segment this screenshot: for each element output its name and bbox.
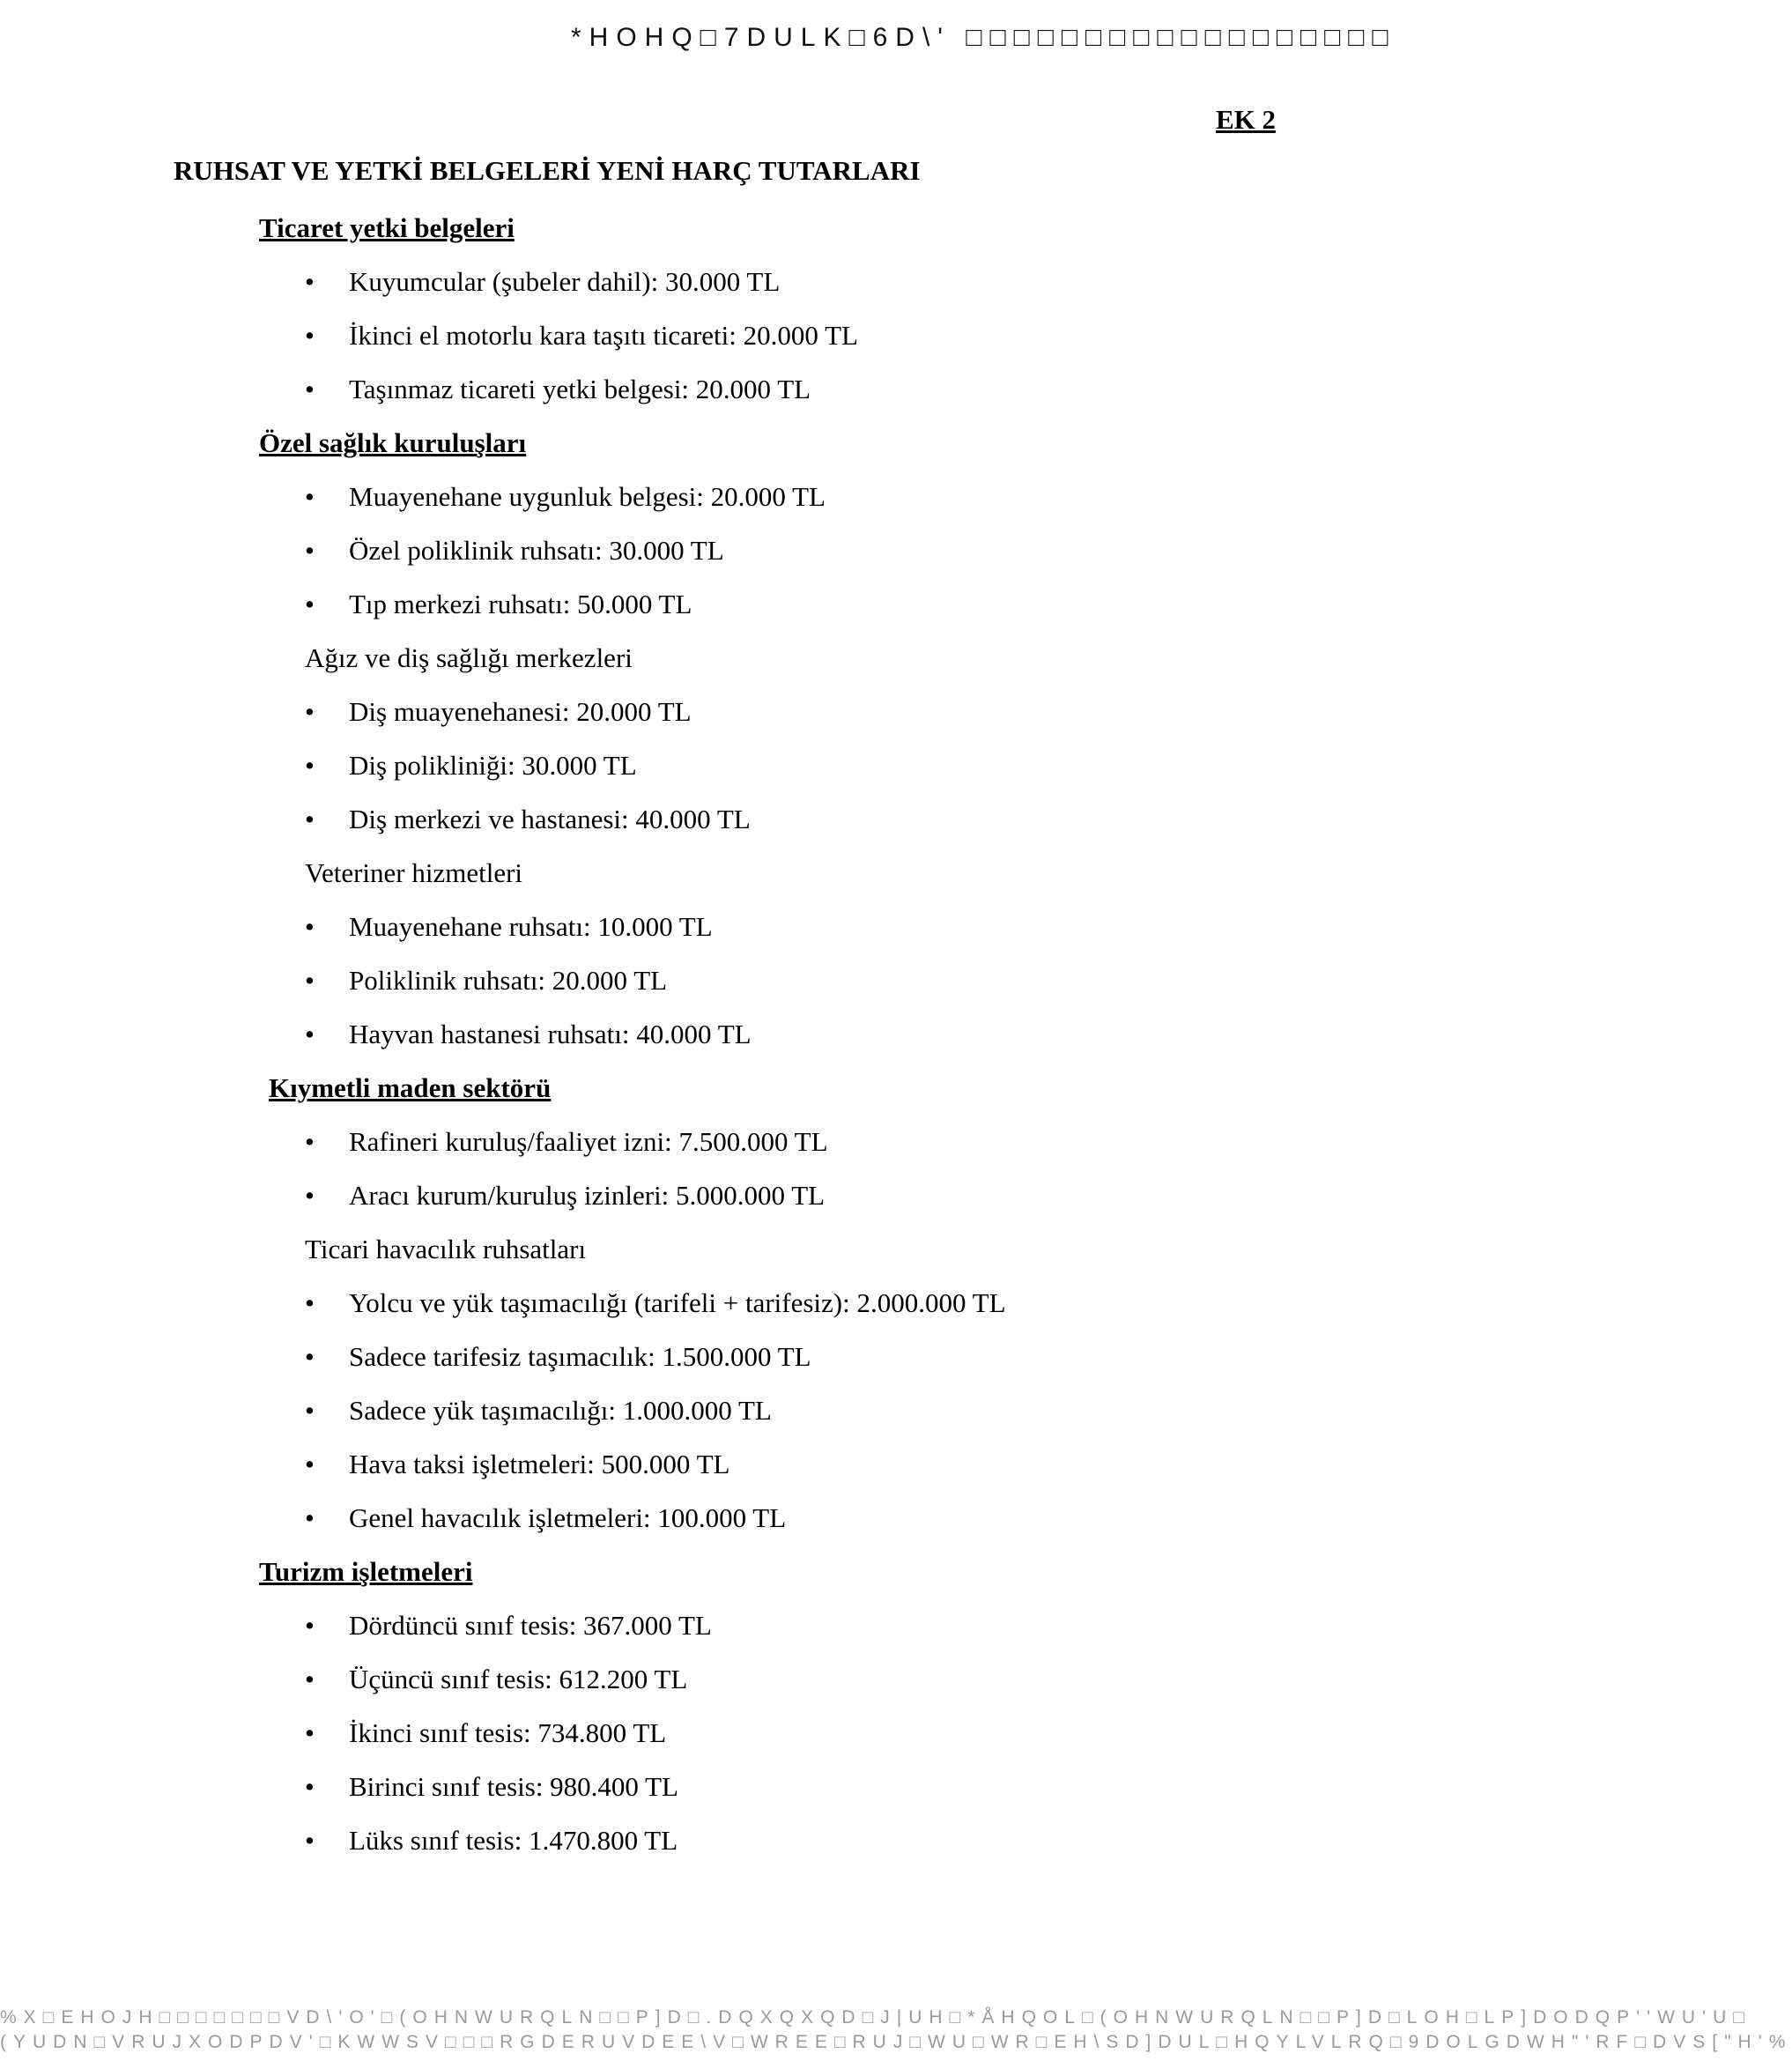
bullet-icon: • [305, 1664, 315, 1694]
bullet-icon: • [305, 750, 315, 781]
bullet-icon: • [305, 1341, 315, 1372]
list-item [0, 1390, 1457, 1444]
section-heading: Kıymetli maden sektörü [269, 1072, 552, 1103]
list-item-text: Lüks sınıf tesis: 1.470.800 TL [349, 1825, 678, 1856]
bullet-icon: • [305, 374, 315, 404]
section-heading: Ticaret yetki belgeleri [259, 212, 515, 243]
list-item-text: Poliklinik ruhsatı: 20.000 TL [349, 965, 668, 996]
subgroup-label: Ticari havacılık ruhsatları [305, 1234, 587, 1264]
bullet-icon: • [305, 1502, 315, 1533]
list-item-text: Üçüncü sınıf tesis: 612.200 TL [349, 1664, 688, 1694]
list-item-text: Dördüncü sınıf tesis: 367.000 TL [349, 1610, 712, 1641]
list-item-text: Diş merkezi ve hastanesi: 40.000 TL [349, 804, 751, 834]
list-item [0, 1175, 1457, 1229]
list-item [0, 315, 1457, 369]
list-item-text: Hayvan hastanesi ruhsatı: 40.000 TL [349, 1019, 752, 1049]
bullet-icon: • [305, 1180, 315, 1211]
list-item-text: Kuyumcular (şubeler dahil): 30.000 TL [349, 266, 781, 297]
list-item-text: Hava taksi işletmeleri: 500.000 TL [349, 1449, 730, 1479]
section-heading: Turizm işletmeleri [259, 1556, 473, 1587]
bullet-icon: • [305, 535, 315, 566]
list-item [0, 692, 1457, 745]
bullet-icon: • [305, 1610, 315, 1641]
list-item-text: İkinci sınıf tesis: 734.800 TL [349, 1717, 667, 1748]
bullet-icon: • [305, 911, 315, 942]
list-item [0, 1283, 1457, 1337]
list-item-text: Sadece tarifesiz taşımacılık: 1.500.000 TL [349, 1341, 811, 1372]
list-item [0, 477, 1457, 530]
list-item-text: Diş polikliniği: 30.000 TL [349, 750, 637, 781]
bullet-icon: • [305, 1771, 315, 1802]
bullet-icon: • [305, 1825, 315, 1856]
list-item [0, 584, 1457, 638]
bullet-icon: • [305, 1717, 315, 1748]
bullet-icon: • [305, 1449, 315, 1479]
fee-list [0, 208, 1457, 1874]
list-item-text: Rafineri kuruluş/faaliyet izni: 7.500.000 TL [349, 1126, 828, 1157]
list-item [0, 1713, 1457, 1767]
list-item [0, 1605, 1457, 1659]
list-item-text: Özel poliklinik ruhsatı: 30.000 TL [349, 535, 724, 566]
list-item [0, 1767, 1457, 1820]
annex-label: EK 2 [1216, 104, 1277, 135]
footer-line-1: %X□EHOJH□□□□□□□VD\'O'□(OHNWURQLN□□P]D□.DQXQXQD□J|UH□*ÅHQOL□(OHNWURQLN□□P]D□LOH□LP]DODQP''WU'U□ [0, 2007, 1751, 2028]
bullet-icon: • [305, 589, 315, 619]
subgroup-label: Veteriner hizmetleri [305, 857, 523, 888]
document-title: RUHSAT VE YETKİ BELGELERİ YENİ HARÇ TUTARLARI [174, 155, 921, 186]
list-item [0, 262, 1457, 315]
list-item-text: İkinci el motorlu kara taşıtı ticareti: 20.000 TL [349, 320, 858, 351]
bullet-icon: • [305, 1287, 315, 1318]
list-item-text: Muayenehane ruhsatı: 10.000 TL [349, 911, 713, 942]
list-item-text: Taşınmaz ticareti yetki belgesi: 20.000 TL [349, 374, 811, 404]
list-item [0, 1659, 1457, 1713]
list-item [0, 1337, 1457, 1390]
list-item [0, 1444, 1457, 1498]
bullet-icon: • [305, 266, 315, 297]
bullet-icon: • [305, 1126, 315, 1157]
bullet-icon: • [305, 320, 315, 351]
list-item [0, 1014, 1457, 1068]
list-item [0, 1122, 1457, 1175]
list-item-text: Sadece yük taşımacılığı: 1.000.000 TL [349, 1395, 772, 1426]
subgroup-label: Ağız ve diş sağlığı merkezleri [305, 642, 633, 673]
list-item-text: Muayenehane uygunluk belgesi: 20.000 TL [349, 481, 826, 512]
list-item-text: Genel havacılık işletmeleri: 100.000 TL [349, 1502, 787, 1533]
bullet-icon: • [305, 481, 315, 512]
list-item [0, 960, 1457, 1014]
list-item-text: Aracı kurum/kuruluş izinleri: 5.000.000 TL [349, 1180, 826, 1211]
bullet-icon: • [305, 1395, 315, 1426]
bullet-icon: • [305, 1019, 315, 1049]
list-item [0, 1498, 1457, 1552]
footer-line-2: (YUDN□VRUJXODPDV'□KWWSV□□□RGDERUVDEE\V□WREE□RUJ□WU□WR□EH\SD]DUL□HQYLVLRQ□9DOLGDWH"'RF□DVS["H'% [0, 2032, 1792, 2052]
list-item [0, 799, 1457, 853]
list-item [0, 369, 1457, 423]
e-signature-footer [0, 2005, 1792, 2055]
bullet-icon: • [305, 965, 315, 996]
list-item [0, 530, 1457, 584]
list-item-text: Diş muayenehanesi: 20.000 TL [349, 696, 692, 727]
bullet-icon: • [305, 696, 315, 727]
list-item [0, 1820, 1457, 1874]
list-item-text: Birinci sınıf tesis: 980.400 TL [349, 1771, 678, 1802]
list-item-text: Tıp merkezi ruhsatı: 50.000 TL [349, 589, 692, 619]
list-item [0, 907, 1457, 960]
page-header-garbled: *HOHQ□7DULK□6D\' □□□□□□□□□□□□□□□□□□ [571, 23, 1396, 52]
list-item [0, 745, 1457, 799]
bullet-icon: • [305, 804, 315, 834]
section-heading: Özel sağlık kuruluşları [259, 427, 527, 458]
list-item-text: Yolcu ve yük taşımacılığı (tarifeli + tarifesiz): 2.000.000 TL [349, 1287, 1006, 1318]
